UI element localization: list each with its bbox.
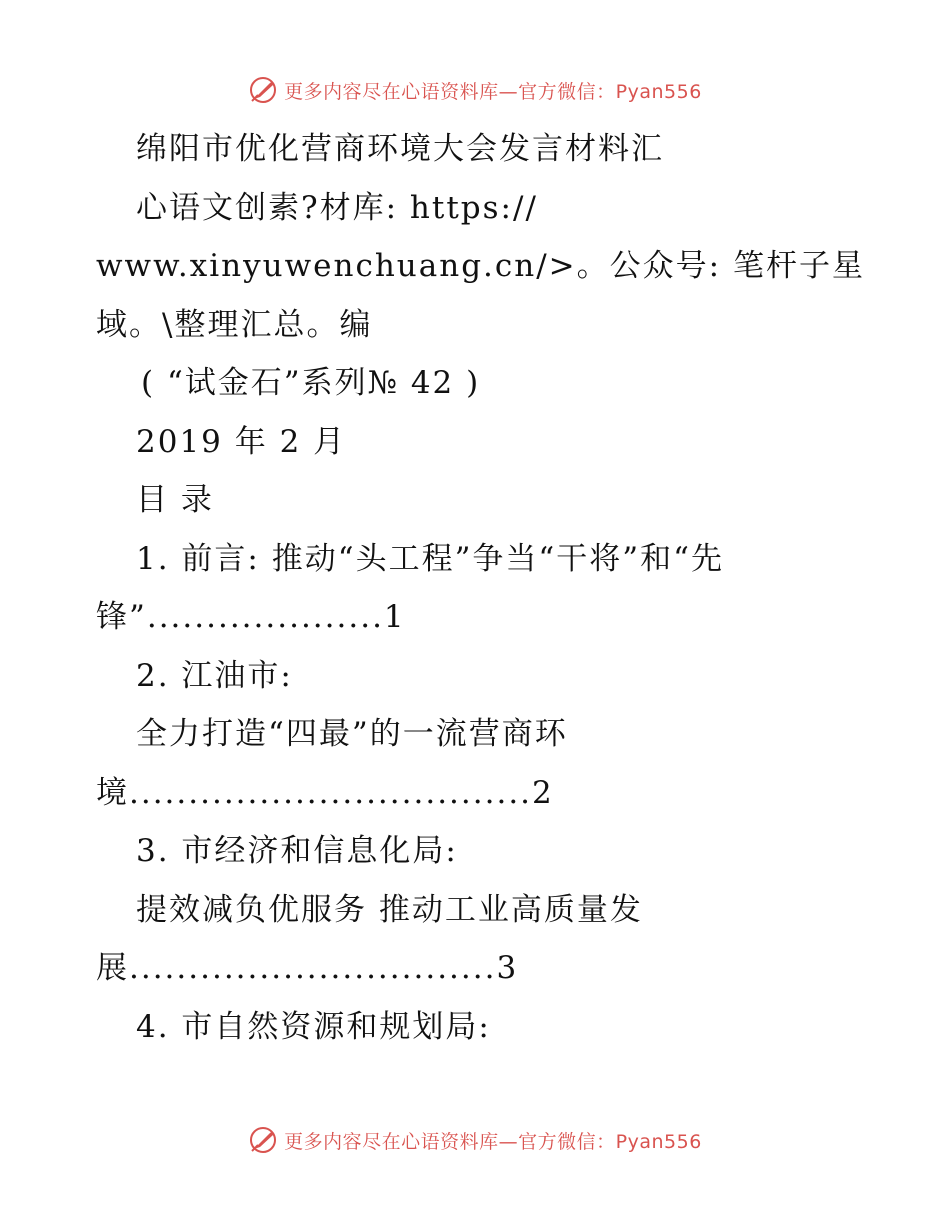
doc-source-line: 心语文创素?材库: https:// xyxy=(136,189,538,226)
doc-title-line-1: 绵阳市优化营商环境大会发言材料汇 xyxy=(136,131,664,167)
toc-item-2-title: 全力打造“四最”的一流营商环 xyxy=(136,716,568,752)
doc-editor-line: 域。\整理汇总。编 xyxy=(96,306,373,343)
document-body xyxy=(96,120,865,1056)
doc-date-line: 2019 年 2 月 xyxy=(136,423,347,460)
toc-item-2-continued: 境..................................2 xyxy=(96,774,554,811)
feather-pen-circle-icon xyxy=(248,75,278,105)
toc-heading: 目 录 xyxy=(136,482,214,518)
banner-text: 更多内容尽在心语资料库—官方微信：Pyan556 xyxy=(284,80,702,103)
toc-item-3-title: 提效减负优服务 推动工业高质量发 xyxy=(136,891,643,928)
feather-pen-circle-icon xyxy=(248,1125,278,1155)
header-banner xyxy=(0,70,950,110)
footer-banner xyxy=(0,1120,950,1160)
toc-item-3: 3. 市经济和信息化局: xyxy=(136,833,458,869)
toc-item-1: 1. 前言: 推动“头工程”争当“干将”和“先 xyxy=(136,540,724,577)
toc-item-4: 4. 市自然资源和规划局: xyxy=(136,1008,491,1045)
doc-url-line: www.xinyuwenchuang.cn/>。公众号: 笔杆子星 xyxy=(96,248,865,284)
toc-item-1-continued: 锋”....................1 xyxy=(96,599,406,635)
toc-item-3-continued: 展...............................3 xyxy=(96,950,519,986)
doc-series-line: ( “试金石”系列№ 42 ) xyxy=(141,365,481,401)
banner-text: 更多内容尽在心语资料库—官方微信：Pyan556 xyxy=(284,1130,702,1153)
toc-item-2: 2. 江油市: xyxy=(136,657,293,694)
